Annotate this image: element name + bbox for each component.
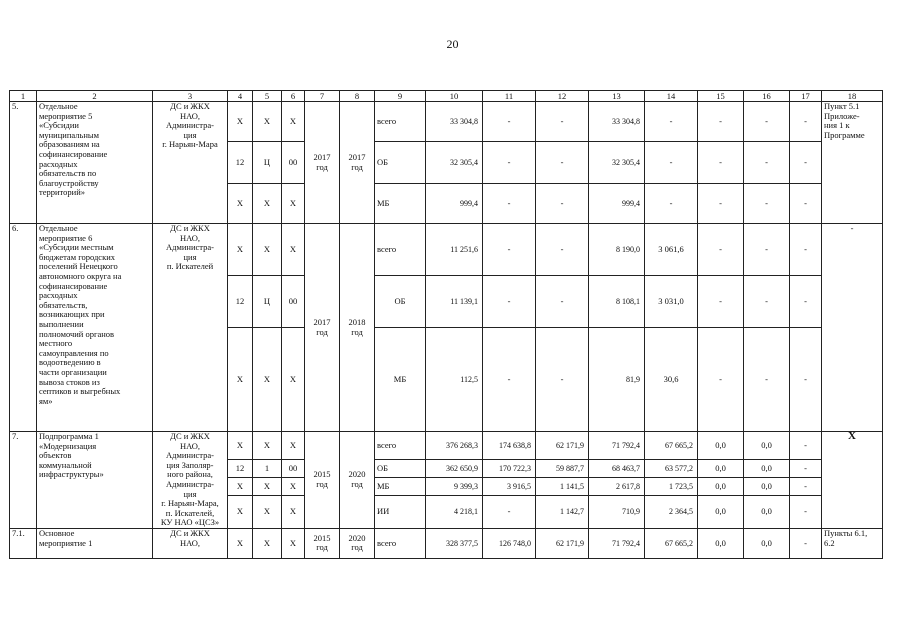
amount-cell: 3 031,0 bbox=[645, 276, 698, 328]
code-cell: Х bbox=[282, 224, 305, 276]
row-number: 6. bbox=[10, 224, 37, 432]
executor: ДС и ЖКХ НАО, Администра- ция г. Нарьян-Мара bbox=[153, 102, 228, 224]
end-year: 2018 год bbox=[340, 224, 375, 432]
header-cell: 4 bbox=[228, 91, 253, 102]
reference-note: Х bbox=[822, 432, 883, 529]
code-cell: 12 bbox=[228, 142, 253, 184]
code-cell: Х bbox=[228, 102, 253, 142]
amount-cell: - bbox=[483, 328, 536, 432]
amount-cell: - bbox=[698, 142, 744, 184]
executor: ДС и ЖКХ НАО, bbox=[153, 528, 228, 558]
amount-cell: 170 722,3 bbox=[483, 460, 536, 478]
amount-cell: - bbox=[790, 528, 822, 558]
amount-cell: 0,0 bbox=[698, 528, 744, 558]
amount-cell: 67 665,2 bbox=[645, 528, 698, 558]
executor: ДС и ЖКХ НАО, Администра- ция п. Искателей bbox=[153, 224, 228, 432]
reference-note: Пункт 5.1 Приложе- ния 1 к Программе bbox=[822, 102, 883, 224]
amount-cell: 3 916,5 bbox=[483, 478, 536, 496]
amount-cell: 8 190,0 bbox=[589, 224, 645, 276]
header-cell: 9 bbox=[375, 91, 426, 102]
amount-cell: 2 617,8 bbox=[589, 478, 645, 496]
measure-name: Подпрограмма 1 «Модернизация объектов коммунальной инфраструктуры» bbox=[37, 432, 153, 529]
amount-cell: - bbox=[645, 184, 698, 224]
amount-cell: - bbox=[744, 102, 790, 142]
header-cell: 10 bbox=[426, 91, 483, 102]
amount-cell: - bbox=[698, 184, 744, 224]
amount-cell: - bbox=[536, 142, 589, 184]
amount-cell: - bbox=[744, 328, 790, 432]
amount-cell: 0,0 bbox=[698, 432, 744, 460]
amount-cell: 1 141,5 bbox=[536, 478, 589, 496]
funding-source: ОБ bbox=[375, 460, 426, 478]
funding-source: всего bbox=[375, 224, 426, 276]
measure-name: Основное мероприятие 1 bbox=[37, 528, 153, 558]
amount-cell: 71 792,4 bbox=[589, 432, 645, 460]
start-year: 2017 год bbox=[305, 102, 340, 224]
amount-cell: 376 268,3 bbox=[426, 432, 483, 460]
amount-cell: 67 665,2 bbox=[645, 432, 698, 460]
table-row bbox=[10, 528, 883, 558]
code-cell: 00 bbox=[282, 276, 305, 328]
code-cell: Х bbox=[228, 478, 253, 496]
amount-cell: 33 304,8 bbox=[589, 102, 645, 142]
code-cell: Х bbox=[282, 102, 305, 142]
header-cell: 7 bbox=[305, 91, 340, 102]
amount-cell: 68 463,7 bbox=[589, 460, 645, 478]
header-cell: 13 bbox=[589, 91, 645, 102]
amount-cell: - bbox=[790, 460, 822, 478]
amount-cell: - bbox=[483, 224, 536, 276]
amount-cell: 33 304,8 bbox=[426, 102, 483, 142]
start-year: 2017 год bbox=[305, 224, 340, 432]
code-cell: Х bbox=[228, 184, 253, 224]
amount-cell: 999,4 bbox=[426, 184, 483, 224]
amount-cell: - bbox=[698, 328, 744, 432]
funding-source: всего bbox=[375, 528, 426, 558]
code-cell: Х bbox=[253, 496, 282, 529]
header-cell: 8 bbox=[340, 91, 375, 102]
amount-cell: - bbox=[790, 102, 822, 142]
code-cell: Х bbox=[253, 102, 282, 142]
funding-source: МБ bbox=[375, 328, 426, 432]
header-cell: 16 bbox=[744, 91, 790, 102]
amount-cell: 2 364,5 bbox=[645, 496, 698, 529]
amount-cell: - bbox=[536, 276, 589, 328]
code-cell: Х bbox=[282, 184, 305, 224]
header-cell: 11 bbox=[483, 91, 536, 102]
row-number: 7. bbox=[10, 432, 37, 529]
amount-cell: - bbox=[790, 142, 822, 184]
amount-cell: - bbox=[483, 102, 536, 142]
amount-cell: 0,0 bbox=[744, 460, 790, 478]
amount-cell: - bbox=[790, 184, 822, 224]
code-cell: Ц bbox=[253, 276, 282, 328]
amount-cell: 81,9 bbox=[589, 328, 645, 432]
reference-note: Пункты 6.1, 6.2 bbox=[822, 528, 883, 558]
amount-cell: - bbox=[536, 224, 589, 276]
amount-cell: 362 650,9 bbox=[426, 460, 483, 478]
code-cell: Х bbox=[282, 528, 305, 558]
amount-cell: - bbox=[744, 224, 790, 276]
funding-source: всего bbox=[375, 102, 426, 142]
amount-cell: 126 748,0 bbox=[483, 528, 536, 558]
amount-cell: 0,0 bbox=[698, 496, 744, 529]
code-cell: Х bbox=[228, 528, 253, 558]
amount-cell: 30,6 bbox=[645, 328, 698, 432]
funding-source: ИИ bbox=[375, 496, 426, 529]
code-cell: 12 bbox=[228, 276, 253, 328]
funding-source: ОБ bbox=[375, 142, 426, 184]
header-cell: 5 bbox=[253, 91, 282, 102]
amount-cell: 0,0 bbox=[744, 432, 790, 460]
code-cell: Х bbox=[282, 328, 305, 432]
amount-cell: 1 142,7 bbox=[536, 496, 589, 529]
code-cell: Х bbox=[228, 432, 253, 460]
code-cell: Х bbox=[282, 496, 305, 529]
code-cell: Х bbox=[228, 496, 253, 529]
table-row bbox=[10, 224, 883, 276]
amount-cell: 1 723,5 bbox=[645, 478, 698, 496]
amount-cell: 32 305,4 bbox=[589, 142, 645, 184]
funding-source: МБ bbox=[375, 184, 426, 224]
header-cell: 12 bbox=[536, 91, 589, 102]
code-cell: Х bbox=[253, 224, 282, 276]
amount-cell: 0,0 bbox=[744, 496, 790, 529]
header-cell: 14 bbox=[645, 91, 698, 102]
amount-cell: - bbox=[536, 328, 589, 432]
amount-cell: - bbox=[698, 276, 744, 328]
header-cell: 18 bbox=[822, 91, 883, 102]
amount-cell: 0,0 bbox=[744, 528, 790, 558]
header-cell: 2 bbox=[37, 91, 153, 102]
start-year: 2015 год bbox=[305, 528, 340, 558]
row-number: 5. bbox=[10, 102, 37, 224]
amount-cell: - bbox=[790, 276, 822, 328]
amount-cell: - bbox=[790, 496, 822, 529]
amount-cell: - bbox=[483, 142, 536, 184]
funding-source: МБ bbox=[375, 478, 426, 496]
amount-cell: - bbox=[698, 224, 744, 276]
executor: ДС и ЖКХ НАО, Администра- ция Заполяр- ного района, Администра- ция г. Нарьян-Мара, п. Искателей, КУ НАО «ЦСЗ» bbox=[153, 432, 228, 529]
amount-cell: - bbox=[744, 184, 790, 224]
amount-cell: 9 399,3 bbox=[426, 478, 483, 496]
amount-cell: 71 792,4 bbox=[589, 528, 645, 558]
code-cell: Х bbox=[253, 328, 282, 432]
amount-cell: 4 218,1 bbox=[426, 496, 483, 529]
header-cell: 3 bbox=[153, 91, 228, 102]
amount-cell: 328 377,5 bbox=[426, 528, 483, 558]
amount-cell: 0,0 bbox=[744, 478, 790, 496]
header-cell: 6 bbox=[282, 91, 305, 102]
code-cell: Х bbox=[228, 224, 253, 276]
amount-cell: - bbox=[698, 102, 744, 142]
amount-cell: - bbox=[744, 276, 790, 328]
amount-cell: - bbox=[645, 142, 698, 184]
amount-cell: 32 305,4 bbox=[426, 142, 483, 184]
amount-cell: - bbox=[790, 478, 822, 496]
amount-cell: - bbox=[536, 102, 589, 142]
amount-cell: - bbox=[790, 328, 822, 432]
code-cell: 1 bbox=[253, 460, 282, 478]
code-cell: 12 bbox=[228, 460, 253, 478]
end-year: 2020 год bbox=[340, 432, 375, 529]
page-number: 20 bbox=[446, 37, 459, 51]
amount-cell: - bbox=[790, 224, 822, 276]
amount-cell: 0,0 bbox=[698, 460, 744, 478]
amount-cell: 8 108,1 bbox=[589, 276, 645, 328]
code-cell: Х bbox=[282, 478, 305, 496]
amount-cell: - bbox=[483, 496, 536, 529]
funding-source: ОБ bbox=[375, 276, 426, 328]
code-cell: Х bbox=[282, 432, 305, 460]
amount-cell: 11 251,6 bbox=[426, 224, 483, 276]
header-cell: 15 bbox=[698, 91, 744, 102]
code-cell: Х bbox=[253, 184, 282, 224]
measure-name: Отдельное мероприятие 6 «Субсидии местным бюджетам городских поселений Ненецкого автономного округа на софинансирование расходных обязательств, возникающих при выполнении полномочий органов местного самоуправления по водоотведению в части организации вывоза стоков из септиков и выгребных ям» bbox=[37, 224, 153, 432]
code-cell: 00 bbox=[282, 460, 305, 478]
amount-cell: - bbox=[483, 276, 536, 328]
amount-cell: 63 577,2 bbox=[645, 460, 698, 478]
funding-source: всего bbox=[375, 432, 426, 460]
amount-cell: 710,9 bbox=[589, 496, 645, 529]
row-number: 7.1. bbox=[10, 528, 37, 558]
amount-cell: - bbox=[790, 432, 822, 460]
amount-cell: 11 139,1 bbox=[426, 276, 483, 328]
end-year: 2020 год bbox=[340, 528, 375, 558]
table-row bbox=[10, 102, 883, 142]
code-cell: Х bbox=[228, 328, 253, 432]
amount-cell: 62 171,9 bbox=[536, 528, 589, 558]
amount-cell: - bbox=[744, 142, 790, 184]
amount-cell: 59 887,7 bbox=[536, 460, 589, 478]
code-cell: 00 bbox=[282, 142, 305, 184]
code-cell: Х bbox=[253, 478, 282, 496]
end-year: 2017 год bbox=[340, 102, 375, 224]
amount-cell: - bbox=[483, 184, 536, 224]
code-cell: Х bbox=[253, 432, 282, 460]
table-row bbox=[10, 432, 883, 460]
amount-cell: 112,5 bbox=[426, 328, 483, 432]
program-table bbox=[9, 90, 883, 559]
measure-name: Отдельное мероприятие 5 «Субсидии муниципальным образованиям на софинансирование расходных обязательств по благоустройству территорий» bbox=[37, 102, 153, 224]
start-year: 2015 год bbox=[305, 432, 340, 529]
code-cell: Х bbox=[253, 528, 282, 558]
header-cell: 1 bbox=[10, 91, 37, 102]
amount-cell: 3 061,6 bbox=[645, 224, 698, 276]
reference-note: - bbox=[822, 224, 883, 432]
header-cell: 17 bbox=[790, 91, 822, 102]
amount-cell: 0,0 bbox=[698, 478, 744, 496]
amount-cell: 999,4 bbox=[589, 184, 645, 224]
amount-cell: - bbox=[536, 184, 589, 224]
amount-cell: 174 638,8 bbox=[483, 432, 536, 460]
code-cell: Ц bbox=[253, 142, 282, 184]
header-row bbox=[10, 91, 883, 102]
amount-cell: 62 171,9 bbox=[536, 432, 589, 460]
amount-cell: - bbox=[645, 102, 698, 142]
